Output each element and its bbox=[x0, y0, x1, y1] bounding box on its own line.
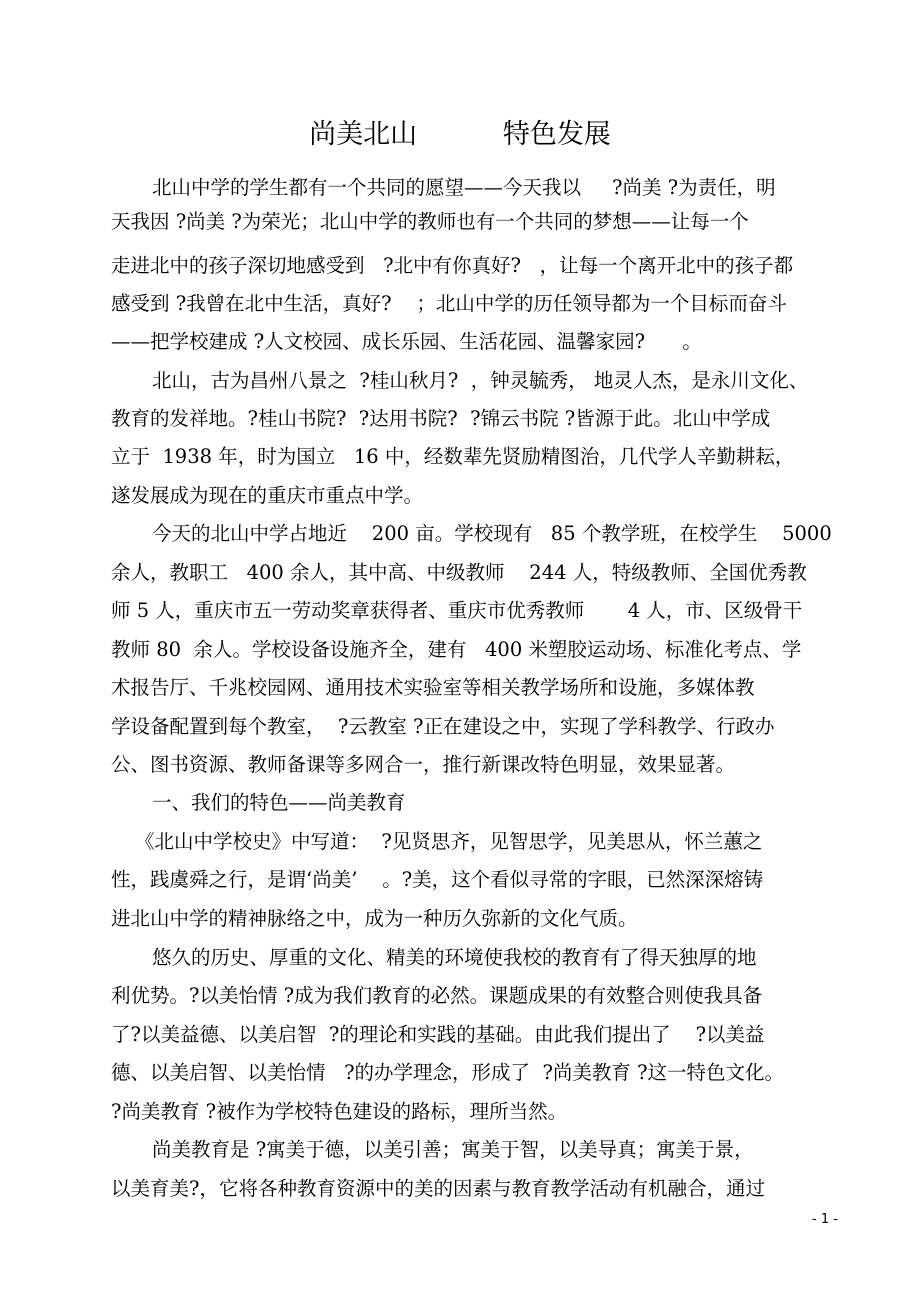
paragraph-line: 术报告厅、千兆校园网、通用技术实验室等相关教学场所和设施，多媒体教 bbox=[111, 676, 755, 699]
paragraph-line: 了?以美益德、以美启智 ?的理论和实践的基础。由此我们提出了 ?以美益 bbox=[111, 1023, 765, 1046]
paragraph-line: 学设备配置到每个教室， ?云教室 ?正在建设之中，实现了学科教学、行政办 bbox=[111, 715, 775, 738]
paragraph-line: 北山，古为昌州八景之 ?桂山秋月? ，钟灵毓秀， 地灵人杰，是永川文化、 bbox=[152, 369, 809, 392]
section-heading: 一、我们的特色——尚美教育 bbox=[152, 791, 406, 814]
paragraph-line: 天我因 ?尚美 ?为荣光；北山中学的教师也有一个共同的梦想——让每一个 bbox=[111, 210, 749, 233]
document-title: 尚美北山 特色发展 bbox=[309, 119, 611, 150]
paragraph-line: 感受到 ?我曾在北中生活，真好? ；北山中学的历任领导都为一个目标而奋斗 bbox=[111, 292, 787, 315]
paragraph-line: 德、以美启智、以美怡情 ?的办学理念，形成了 ?尚美教育 ?这一特色文化。 bbox=[111, 1061, 785, 1084]
paragraph-line: 走进北中的孩子深切地感受到 ?北中有你真好? ，让每一个离开北中的孩子都 bbox=[111, 254, 794, 277]
paragraph-line: 教育的发祥地。?桂山书院? ?达用书院? ?锦云书院 ?皆源于此。北山中学成 bbox=[111, 407, 771, 430]
paragraph-line: 利优势。?以美怡情 ?成为我们教育的必然。课题成果的有效整合则使我具备 bbox=[111, 984, 763, 1007]
paragraph-line: 《北山中学校史》中写道： ?见贤思齐，见智思学，见美思从，怀兰蕙之 bbox=[135, 830, 763, 853]
paragraph-line: 今天的北山中学占地近 200 亩。学校现有 85 个教学班，在校学生 5000 bbox=[152, 522, 832, 545]
paragraph-line: 师 5 人，重庆市五一劳动奖章获得者、重庆市优秀教师 4 人，市、区级骨干 bbox=[111, 599, 803, 622]
paragraph-line: 遂发展成为现在的重庆市重点中学。 bbox=[111, 484, 424, 507]
paragraph-line: 公、图书资源、教师备课等多网合一，推行新课改特色明显，效果显著。 bbox=[111, 753, 736, 776]
paragraph-line: 北山中学的学生都有一个共同的愿望——今天我以 ?尚美 ?为责任，明 bbox=[152, 176, 776, 199]
paragraph-line: ——把学校建成 ?人文校园、成长乐园、生活花园、温馨家园? 。 bbox=[111, 330, 702, 353]
paragraph-line: 教师 80 余人。学校设备设施齐全，建有 400 米塑胶运动场、标准化考点、学 bbox=[111, 638, 802, 661]
paragraph-line: 进北山中学的精神脉络之中，成为一种历久弥新的文化气质。 bbox=[111, 907, 638, 930]
paragraph-line: 余人，教职工 400 余人，其中高、中级教师 244 人，特级教师、全国优秀教 bbox=[111, 561, 807, 584]
paragraph-line: ?尚美教育 ?被作为学校特色建设的路标，理所当然。 bbox=[111, 1100, 568, 1123]
paragraph-line: 以美育美?，它将各种教育资源中的美的因素与教育教学活动有机融合，通过 bbox=[111, 1177, 765, 1200]
paragraph-line: 尚美教育是 ?寓美于德，以美引善；寓美于智，以美导真；寓美于景， bbox=[152, 1138, 754, 1161]
paragraph-line: 立于 1938 年，时为国立 16 中，经数辈先贤励精图治，几代学人辛勤耕耘， bbox=[111, 445, 795, 468]
paragraph-line: 悠久的历史、厚重的文化、精美的环境使我校的教育有了得天独厚的地 bbox=[152, 946, 757, 969]
page-number: - 1 - bbox=[812, 1212, 838, 1227]
paragraph-line: 性，践虞舜之行，是谓‘尚美’ 。?美，这个看似寻常的字眼，已然深深熔铸 bbox=[111, 868, 764, 891]
